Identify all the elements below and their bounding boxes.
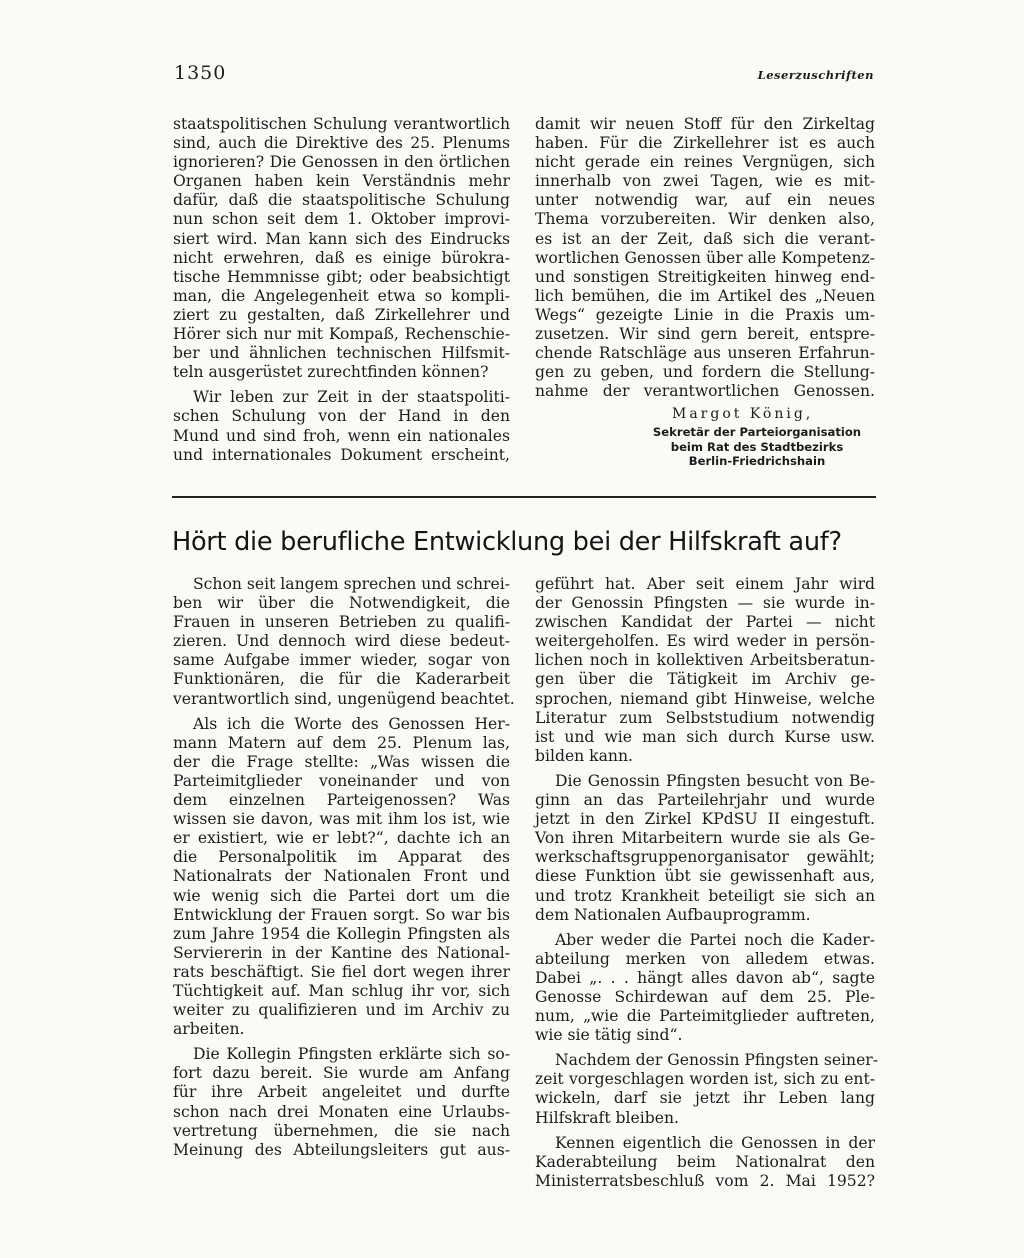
text-line: und sonstigen Streitigkeiten hinweg end- xyxy=(535,267,875,286)
text-line: same Aufgabe immer wieder, sogar von xyxy=(173,651,510,670)
text-line: fort dazu bereit. Sie wurde am Anfang xyxy=(173,1064,510,1083)
text-line: Genosse Schirdewan auf dem 25. Ple- xyxy=(535,987,875,1006)
text-line: Entwicklung der Frauen sorgt. So war bis xyxy=(173,905,510,924)
text-line: staatspolitischen Schulung verantwortlich xyxy=(173,115,510,133)
text-line: vertretung übernehmen, die sie nach xyxy=(173,1121,510,1140)
text-line: Organen haben kein Verständnis mehr xyxy=(173,172,510,191)
section-divider xyxy=(172,496,876,498)
text-line: es ist an der Zeit, daß sich die verant- xyxy=(535,229,875,248)
bottom-left-column xyxy=(173,575,515,1160)
text-line: bilden kann. xyxy=(535,746,633,765)
text-line: jetzt in den Zirkel KPdSU II eingestuft. xyxy=(535,810,875,829)
bottom-right-column xyxy=(535,575,879,1191)
signature-line: beim Rat des Stadtbezirks xyxy=(670,439,844,454)
signature-name: Margot König, xyxy=(672,406,814,422)
text-line: diese Funktion übt sie gewissenhaft aus, xyxy=(535,867,875,886)
text-line: teln ausgerüstet zurechtfinden können? xyxy=(173,363,489,382)
text-line: ginn an das Parteilehrjahr und wurde xyxy=(535,791,875,810)
signature-line: Berlin-Friedrichshain xyxy=(688,454,826,468)
text-line: Hörer sich nur mit Kompaß, Rechenschie- xyxy=(173,325,510,344)
text-line: ben wir über die Notwendigkeit, die xyxy=(173,594,510,613)
text-line: unter notwendig war, auf ein neues xyxy=(535,191,875,210)
text-line: der Genossin Pfingsten — sie wurde in- xyxy=(535,594,875,613)
text-line: weitergeholfen. Es wird weder in persön- xyxy=(535,632,875,651)
text-line: Die Genossin Pfingsten besucht von Be- xyxy=(555,771,875,790)
text-line: sind, auch die Direktive des 25. Plenums xyxy=(173,134,510,153)
text-line: Die Kollegin Pfingsten erklärte sich so- xyxy=(193,1045,510,1064)
text-line: er existiert, wie er lebt?“, dachte ich an xyxy=(173,829,510,848)
text-line: nun schon seit dem 1. Oktober improvi- xyxy=(173,210,510,229)
signature-line: Sekretär der Parteiorganisation xyxy=(652,425,862,439)
top-right-column xyxy=(535,115,875,401)
text-line: gen zu geben, und fordern die Stellung- xyxy=(535,363,875,382)
text-line: Von ihren Mitarbeitern wurde sie als Ge- xyxy=(535,829,875,848)
text-line: haben. Für die Zirkellehrer ist es auch xyxy=(535,134,875,153)
text-line: nicht erwehren, daß es einige bürokra- xyxy=(173,248,510,267)
section-header: Leserzuschriften xyxy=(757,68,874,82)
text-line: tische Hemmnisse gibt; oder beabsichtigt xyxy=(173,267,510,286)
text-line: zum Jahre 1954 die Kollegin Pfingsten als xyxy=(173,924,510,943)
text-line: lich bemühen, die im Artikel des „Neuen xyxy=(535,286,875,305)
text-line: Als ich die Worte des Genossen Her- xyxy=(193,714,510,733)
text-line: zwischen Kandidat der Partei — nicht xyxy=(535,613,875,632)
text-line: Thema vorzubereiten. Wir denken also, xyxy=(535,210,875,229)
text-line: der die Frage stellte: „Was wissen die xyxy=(173,752,510,771)
text-line: wickeln, darf sie jetzt ihr Leben lang xyxy=(535,1089,875,1108)
text-line: für ihre Arbeit angeleitet und durfte xyxy=(173,1083,510,1102)
text-line: und internationales Dokument erscheint, xyxy=(173,445,510,464)
article-title: Hört die berufliche Entwicklung bei der Hilfskraft auf? xyxy=(172,527,842,557)
text-line: Mund und sind froh, wenn ein nationales xyxy=(173,426,510,445)
text-line: damit wir neuen Stoff für den Zirkeltag xyxy=(535,115,875,133)
text-line: rats beschäftigt. Sie fiel dort wegen ihrer xyxy=(173,962,510,981)
text-line: dafür, daß die staatspolitische Schulung xyxy=(173,191,510,210)
text-line: Nationalrats der Nationalen Front und xyxy=(173,867,510,886)
text-line: wortlichen Genossen über alle Kompetenz- xyxy=(535,248,875,267)
text-line: zieren. Und dennoch wird diese bedeut- xyxy=(173,632,510,651)
text-line: schen Schulung von der Hand in den xyxy=(173,407,510,426)
text-line: man, die Angelegenheit etwa so kompli- xyxy=(173,286,510,305)
text-line: und trotz Krankheit beteiligt sie sich an xyxy=(535,886,875,905)
text-line: Wegs“ gezeigte Linie in die Praxis um- xyxy=(535,305,875,324)
text-line: Nachdem der Genossin Pfingsten seiner- xyxy=(555,1051,879,1070)
text-line: Dabei „. . . hängt alles davon ab“, sagte xyxy=(535,968,875,987)
text-line: Ministerratsbeschluß vom 2. Mai 1952? xyxy=(535,1171,875,1190)
text-line: Aber weder die Partei noch die Kader- xyxy=(555,930,875,949)
text-line: Serviererin in der Kantine des National- xyxy=(173,943,510,962)
text-line: ignorieren? Die Genossen in den örtlichen xyxy=(173,153,510,172)
text-line: weiter zu qualifizieren und im Archiv zu xyxy=(173,1001,510,1020)
text-line: Schon seit langem sprechen und schrei- xyxy=(193,575,510,593)
text-line: ber und ähnlichen technischen Hilfsmit- xyxy=(173,344,510,363)
text-line: werkschaftsgruppenorganisator gewählt; xyxy=(535,848,875,867)
text-line: Literatur zum Selbststudium notwendig xyxy=(535,708,875,727)
text-line: lichen noch in kollektiven Arbeitsberatun- xyxy=(535,651,875,670)
text-line: die Personalpolitik im Apparat des xyxy=(173,848,510,867)
text-line: gen über die Tätigkeit im Archiv ge- xyxy=(535,670,875,689)
text-line: geführt hat. Aber seit einem Jahr wird xyxy=(535,575,875,593)
text-line: nicht gerade ein reines Vergnügen, sich xyxy=(535,153,875,172)
text-line: zusetzen. Wir sind gern bereit, entspre- xyxy=(535,325,875,344)
text-line: wissen sie davon, was mit ihm los ist, wie xyxy=(173,810,510,829)
text-line: siert wird. Man kann sich des Eindrucks xyxy=(173,229,510,248)
text-line: Hilfskraft bleiben. xyxy=(535,1108,679,1127)
text-line: arbeiten. xyxy=(173,1020,245,1039)
text-line: ziert zu gestalten, daß Zirkellehrer und xyxy=(173,305,510,324)
text-line: Wir leben zur Zeit in der staatspoliti- xyxy=(193,388,510,407)
text-line: Kaderabteilung beim Nationalrat den xyxy=(535,1152,875,1171)
text-line: zeit vorgeschlagen worden ist, sich zu ent- xyxy=(535,1070,875,1089)
top-left-column xyxy=(173,115,510,465)
text-line: Kennen eigentlich die Genossen in der xyxy=(555,1133,875,1152)
text-line: ist und wie man sich durch Kurse usw. xyxy=(535,727,875,746)
text-line: Funktionären, die für die Kaderarbeit xyxy=(173,670,510,689)
text-line: sprochen, niemand gibt Hinweise, welche xyxy=(535,689,875,708)
text-line: abteilung merken von alledem etwas. xyxy=(535,949,875,968)
text-line: Meinung des Abteilungsleiters gut aus- xyxy=(173,1140,510,1159)
text-line: nahme der verantwortlichen Genossen. xyxy=(535,382,875,401)
text-line: Parteimitglieder voneinander und von xyxy=(173,771,510,790)
text-line: wie wenig sich die Partei dort um die xyxy=(173,886,510,905)
signature-affiliation xyxy=(612,425,902,469)
text-line: num, „wie die Parteimitglieder auftreten, xyxy=(535,1007,875,1026)
text-line: innerhalb von zwei Tagen, wie es mit- xyxy=(535,172,875,191)
page-number: 1350 xyxy=(174,62,227,84)
text-line: wie sie tätig sind“. xyxy=(535,1026,683,1045)
text-line: dem Nationalen Aufbauprogramm. xyxy=(535,905,811,924)
text-line: schon nach drei Monaten eine Urlaubs- xyxy=(173,1102,510,1121)
text-line: verantwortlich sind, ungenügend beachtet. xyxy=(173,689,515,708)
text-line: mann Matern auf dem 25. Plenum las, xyxy=(173,733,510,752)
text-line: dem einzelnen Parteigenossen? Was xyxy=(173,791,510,810)
text-line: chende Ratschläge aus unseren Erfahrun- xyxy=(535,344,875,363)
text-line: Tüchtigkeit auf. Man schlug ihr vor, sich xyxy=(173,981,510,1000)
text-line: Frauen in unseren Betrieben zu qualifi- xyxy=(173,613,510,632)
